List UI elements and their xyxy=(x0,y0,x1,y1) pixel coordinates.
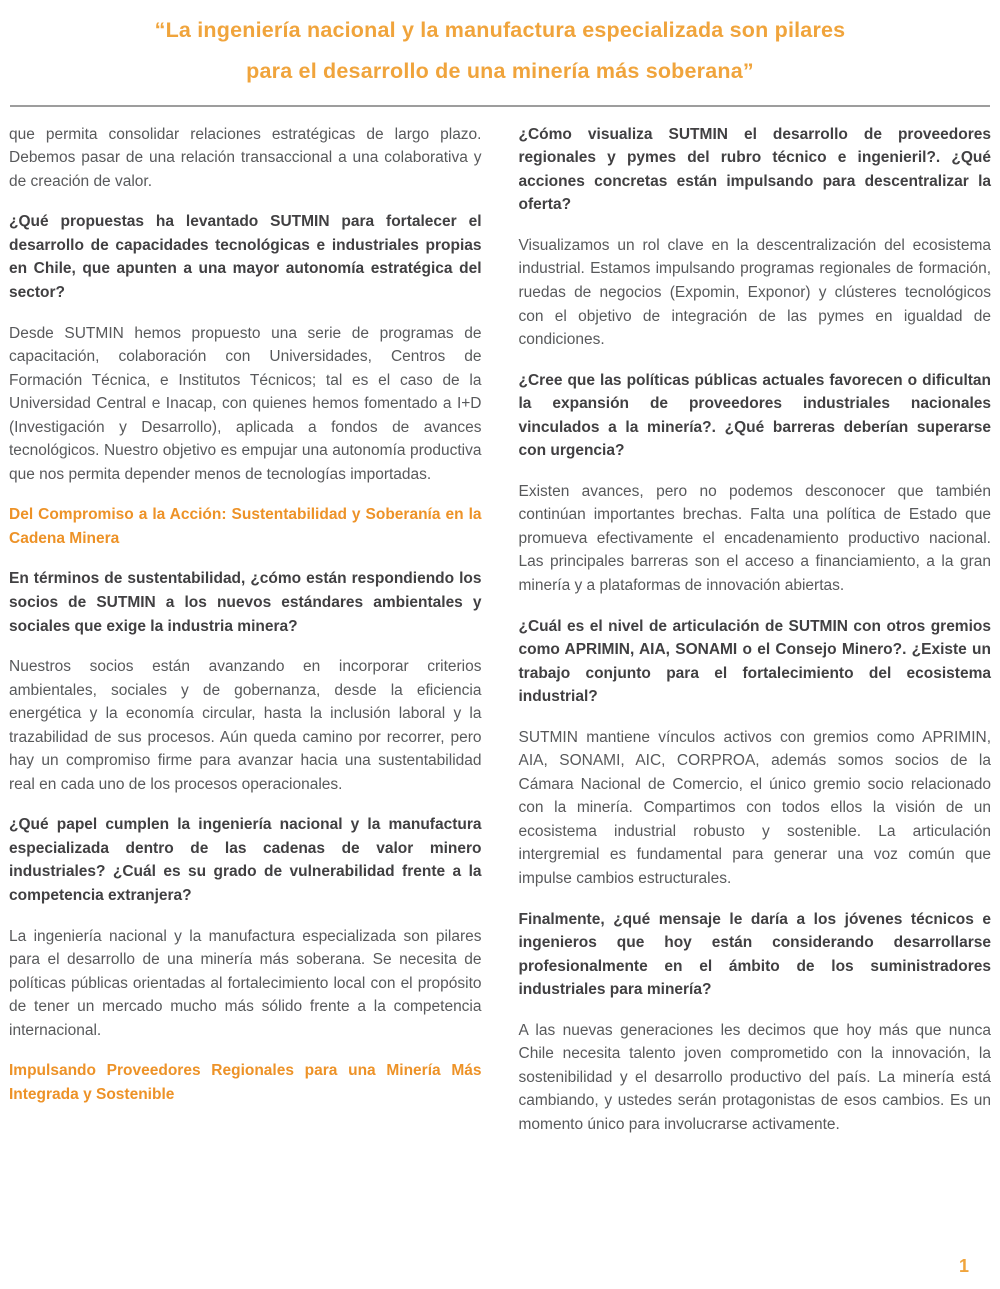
page-number: 1 xyxy=(958,1256,969,1276)
interview-answer: Visualizamos un rol clave en la descentralización del ecosistema industrial. Estamos impulsando programas regionales de formación, ruedas de negocios (Expomin, Exponor) y clústeres tecnológicos con el objetivo de integración de las pymes en igualdad de condiciones. xyxy=(518,236,991,349)
interview-question: ¿Qué propuestas ha levantado SUTMIN para fortalecer el desarrollo de capacidades tecnológicas e industriales propias en Chile, que apunten a una mayor autonomía estratégica del sector? xyxy=(9,213,482,301)
article-header xyxy=(9,6,991,92)
left-column xyxy=(9,123,482,1137)
right-column xyxy=(519,123,992,1137)
article-body xyxy=(9,107,991,1137)
page-title-line1: “La ingeniería nacional y la manufactura especializada son pilares xyxy=(154,18,846,42)
interview-question: ¿Cree que las políticas públicas actuales favorecen o dificultan la expansión de proveedores industriales nacionales vinculados a la minería?. ¿Qué barreras deberían superarse con urgencia? xyxy=(518,371,991,460)
page-title-line2: para el desarrollo de una minería más soberana” xyxy=(246,58,754,83)
section-heading: Impulsando Proveedores Regionales para una Minería Más Integrada y Sostenible xyxy=(9,1062,482,1103)
page-title xyxy=(9,6,991,92)
interview-question: Finalmente, ¿qué mensaje le daría a los jóvenes técnicos e ingenieros que hoy están considerando desarrollarse profesionalmente en el ámbito de los suministradores industriales para minería? xyxy=(518,910,991,999)
section-heading: Del Compromiso a la Acción: Sustentabilidad y Soberanía en la Cadena Minera xyxy=(9,506,482,547)
interview-question: En términos de sustentabilidad, ¿cómo están respondiendo los socios de SUTMIN a los nuevos estándares ambientales y sociales que exige la industria minera? xyxy=(9,570,482,635)
interview-answer: SUTMIN mantiene vínculos activos con gremios como APRIMIN, AIA, SONAMI, AIC, CORPROA, además somos socios de la Cámara Nacional de Comercio, el único gremio socio relacionado con la minería. Compartimos con todos ellos la visión de un ecosistema industrial robusto y sostenible. La articulación intergremial es fundamental para generar una voz común que impulse cambios estructurales. xyxy=(518,728,991,887)
interview-question: ¿Cómo visualiza SUTMIN el desarrollo de proveedores regionales y pymes del rubro técnico e ingenieril?. ¿Qué acciones concretas están impulsando para descentralizar la oferta? xyxy=(518,125,991,214)
interview-answer: La ingeniería nacional y la manufactura especializada son pilares para el desarrollo de una minería más soberana. Se necesita de políticas públicas orientadas al fortalecimiento local con el propósito de tener un mercado mucho más sólido frente a la competencia internacional. xyxy=(9,927,482,1039)
interview-answer: Existen avances, pero no podemos desconocer que también continúan importantes brechas. Falta una política de Estado que promueva efectivamente el encadenamiento productivo nacional. Las principales barreras son el acceso a financiamiento, a la gran minería y a plataformas de innovación abiertas. xyxy=(518,482,991,594)
interview-question: ¿Qué papel cumplen la ingeniería nacional y la manufactura especializada dentro de las cadenas de valor minero industriales? ¿Cuál es su grado de vulnerabilidad frente a la competencia extranjera? xyxy=(9,816,482,904)
interview-answer: Nuestros socios están avanzando en incorporar criterios ambientales, sociales y de gobernanza, desde la eficiencia energética y la economía circular, hasta la inclusión laboral y la trazabilidad de sus procesos. Aún queda camino por recorrer, pero hay un compromiso firme para avanzar hacia una sustentabilidad real en cada uno de los procesos operacionales. xyxy=(9,658,482,793)
interview-answer: A las nuevas generaciones les decimos que hoy más que nunca Chile necesita talento joven comprometido con la innovación, la sostenibilidad y el desarrollo productivo del país. La minería está cambiando, y ustedes serán protagonistas de esos cambios. Es un momento único para involucrarse activamente. xyxy=(518,1021,991,1133)
interview-answer: Desde SUTMIN hemos propuesto una serie de programas de capacitación, colaboración con Universidades, Centros de Formación Técnica, e Institutos Técnicos; tal es el caso de la Universidad Central e Inacap, con quienes hemos fomentado a I+D (Investigación y Desarrollo), aplicada a fondos de avances tecnológicos. Nuestro objetivo es empujar una autonomía productiva que nos permita depender menos de tecnologías importadas. xyxy=(9,324,482,483)
paragraph: que permita consolidar relaciones estratégicas de largo plazo. Debemos pasar de una relación transaccional a una colaborativa y de creación de valor. xyxy=(9,125,482,190)
interview-question: ¿Cuál es el nivel de articulación de SUTMIN con otros gremios como APRIMIN, AIA, SONAMI o el Consejo Minero?. ¿Existe un trabajo conjunto para el fortalecimiento del ecosistema industrial? xyxy=(518,617,991,706)
